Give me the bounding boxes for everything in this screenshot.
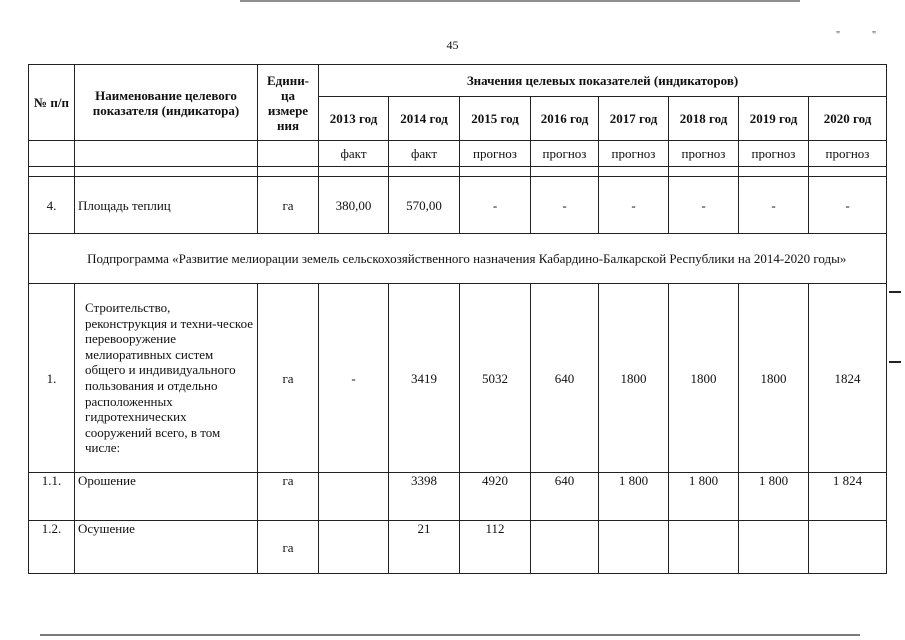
row-no: 1.: [29, 284, 75, 473]
row-name: Орошение: [75, 473, 258, 521]
row-value: -: [460, 177, 531, 234]
row-unit: га: [258, 284, 319, 473]
row-value: 570,00: [389, 177, 460, 234]
row-value: 1800: [669, 284, 739, 473]
year-header: 2014 год: [389, 97, 460, 141]
row-no: 1.2.: [29, 521, 75, 574]
year-header: 2015 год: [460, 97, 531, 141]
type-header: факт: [319, 141, 389, 167]
type-header: прогноз: [809, 141, 887, 167]
header-row: [29, 65, 887, 97]
table-row: [29, 473, 887, 521]
col-no-header: № п/п: [29, 65, 75, 141]
year-header: 2016 год: [531, 97, 599, 141]
row-name: Строительство, реконструкция и техни-ческое перевооружение мелиоративных систем общего и индивидуального пользования и отдельно расположенных гидротехнических сооружений всего, в том числе:: [75, 284, 258, 473]
row-value: -: [531, 177, 599, 234]
row-value: [319, 521, 389, 574]
row-value: 1824: [809, 284, 887, 473]
row-value: 5032: [460, 284, 531, 473]
section-title: Подпрограмма «Развитие мелиорации земель сельскохозяйственного назначения Кабардино-Балкарской Республики на 2014-2020 годы»: [75, 234, 887, 284]
col-unit-header: Едини-ца измере ния: [258, 65, 319, 141]
row-value: 1800: [599, 284, 669, 473]
row-name: Площадь теплиц: [75, 177, 258, 234]
indicators-table: [28, 64, 887, 574]
row-value: -: [669, 177, 739, 234]
scan-speck: ": [836, 30, 841, 41]
row-value: 1800: [739, 284, 809, 473]
types-row: [29, 141, 887, 167]
year-header: 2020 год: [809, 97, 887, 141]
row-value: -: [809, 177, 887, 234]
page-number: 45: [446, 38, 459, 52]
row-value: 640: [531, 284, 599, 473]
margin-mark: [889, 291, 901, 293]
row-value: 1 824: [809, 473, 887, 521]
table-row: [29, 284, 887, 473]
row-unit: га: [258, 177, 319, 234]
row-value: 112: [460, 521, 531, 574]
table-row: [29, 521, 887, 574]
col-name-header: Наименование целевого показателя (индикатора): [75, 65, 258, 141]
row-value: 1 800: [669, 473, 739, 521]
spacer-row: [29, 167, 887, 177]
col-values-header: Значения целевых показателей (индикаторов): [319, 65, 887, 97]
year-header: 2017 год: [599, 97, 669, 141]
row-no: 1.1.: [29, 473, 75, 521]
table-row: [29, 177, 887, 234]
row-name: Осушение: [75, 521, 258, 574]
year-header: 2018 год: [669, 97, 739, 141]
empty-cell: [29, 141, 75, 167]
row-value: [669, 521, 739, 574]
row-unit: га: [258, 473, 319, 521]
row-value: 380,00: [319, 177, 389, 234]
row-value: -: [599, 177, 669, 234]
year-header: 2019 год: [739, 97, 809, 141]
type-header: прогноз: [460, 141, 531, 167]
row-value: 21: [389, 521, 460, 574]
bottom-edge-line: [40, 634, 860, 636]
row-value: [599, 521, 669, 574]
scan-speck: ": [872, 30, 877, 41]
row-no: 4.: [29, 177, 75, 234]
row-value: 1 800: [739, 473, 809, 521]
row-value: [809, 521, 887, 574]
row-value: 1 800: [599, 473, 669, 521]
row-value: 3398: [389, 473, 460, 521]
row-value: 640: [531, 473, 599, 521]
empty-cell: [75, 141, 258, 167]
top-edge-line: [240, 0, 800, 2]
year-header: 2013 год: [319, 97, 389, 141]
type-header: факт: [389, 141, 460, 167]
row-value: 4920: [460, 473, 531, 521]
row-value: [739, 521, 809, 574]
row-unit: га: [258, 521, 319, 574]
type-header: прогноз: [599, 141, 669, 167]
type-header: прогноз: [669, 141, 739, 167]
type-header: прогноз: [531, 141, 599, 167]
margin-mark: [889, 361, 901, 363]
row-value: [531, 521, 599, 574]
type-header: прогноз: [739, 141, 809, 167]
row-value: -: [319, 284, 389, 473]
row-value: [319, 473, 389, 521]
row-value: -: [739, 177, 809, 234]
section-row: [29, 234, 887, 284]
row-value: 3419: [389, 284, 460, 473]
empty-cell: [258, 141, 319, 167]
